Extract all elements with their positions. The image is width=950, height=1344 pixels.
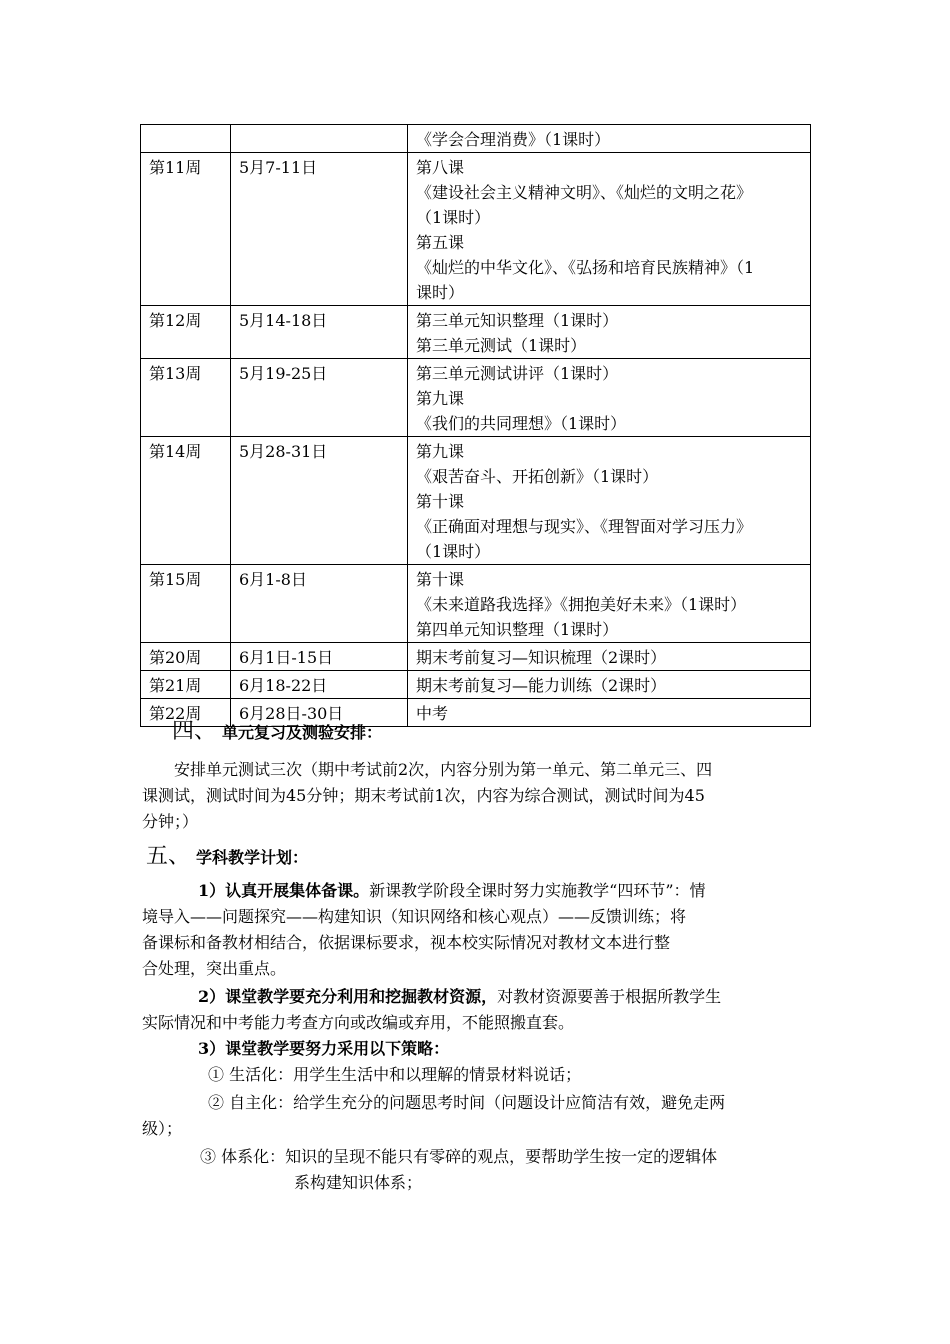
section-4-body	[142, 757, 812, 835]
week-cell: 第13周	[141, 359, 231, 437]
date-cell: 6月1-8日	[231, 565, 408, 643]
section-5-title: 学科教学计划：	[196, 848, 309, 867]
date-cell	[231, 125, 408, 153]
item-1-heading: 1）认真开展集体备课。	[198, 881, 370, 900]
content-cell	[408, 359, 811, 437]
strategy-1: ① 生活化：用学生生活中和以理解的情景材料说话；	[208, 1065, 582, 1084]
section-5-number: 五、	[146, 844, 191, 869]
week-cell: 第20周	[141, 643, 231, 671]
week-cell: 第12周	[141, 306, 231, 359]
schedule-row	[141, 125, 811, 153]
date-cell: 5月14-18日	[231, 306, 408, 359]
schedule-row	[141, 437, 811, 565]
content-cell	[408, 437, 811, 565]
week-cell	[141, 125, 231, 153]
content-cell	[408, 671, 811, 699]
content-cell	[408, 153, 811, 306]
content-line: 《学会合理消费》（1课时）	[416, 130, 611, 149]
content-line: 期末考前复习—能力训练（2课时）	[416, 676, 667, 695]
date-cell: 6月18-22日	[231, 671, 408, 699]
date-cell: 6月1日-15日	[231, 643, 408, 671]
strategy-2-line: ② 自主化：给学生充分的问题思考时间（问题设计应简洁有效，避免走两	[208, 1093, 726, 1112]
item-1-line: 境导入——问题探究——构建知识（知识网络和核心观点）——反馈训练；将	[142, 907, 687, 926]
date-cell: 6月28日-30日	[231, 699, 408, 727]
content-cell	[408, 643, 811, 671]
item-2-line	[142, 984, 812, 1010]
content-line: 中考	[416, 704, 449, 723]
schedule-row	[141, 643, 811, 671]
week-cell: 第15周	[141, 565, 231, 643]
week-cell: 第14周	[141, 437, 231, 565]
date-cell: 5月19-25日	[231, 359, 408, 437]
section-5-body	[142, 878, 812, 1196]
date-cell: 5月28-31日	[231, 437, 408, 565]
item-2-text: 对教材资源要善于根据所教学生	[497, 987, 722, 1006]
content-line: 第四单元知识整理（1课时）	[416, 620, 619, 639]
content-line: 课时）	[416, 283, 465, 302]
content-cell	[408, 125, 811, 153]
content-line: 《艰苦奋斗、开拓创新》（1课时）	[416, 467, 659, 486]
content-line: 第三单元测试讲评（1课时）	[416, 364, 619, 383]
item-1-text: 新课教学阶段全课时努力实施教学“四环节”：情	[369, 881, 706, 900]
week-cell: 第21周	[141, 671, 231, 699]
content-cell	[408, 699, 811, 727]
content-cell	[408, 306, 811, 359]
schedule-row	[141, 671, 811, 699]
content-line: （1课时）	[416, 208, 491, 227]
section-4-line: 分钟；）	[142, 812, 199, 831]
schedule-row	[141, 153, 811, 306]
teaching-schedule-table	[140, 124, 811, 727]
content-line: 《建设社会主义精神文明》、《灿烂的文明之花》	[416, 183, 753, 202]
content-line: 《我们的共同理想》（1课时）	[416, 414, 627, 433]
week-cell: 第11周	[141, 153, 231, 306]
strategy-3-line: 系构建知识体系；	[294, 1173, 423, 1192]
content-cell	[408, 565, 811, 643]
content-line: 《未来道路我选择》《拥抱美好未来》（1课时）	[416, 595, 747, 614]
strategy-2-line: 级）；	[142, 1119, 183, 1138]
section-4-heading	[172, 720, 382, 745]
item-3-heading: 3）课堂教学要努力采用以下策略：	[198, 1039, 450, 1058]
section-4-number: 四、	[172, 719, 217, 744]
section-4-line: 安排单元测试三次（期中考试前2次，内容分别为第一单元、第二单元三、四	[174, 760, 713, 779]
content-line: 第三单元测试（1课时）	[416, 336, 587, 355]
item-1-line: 合处理，突出重点。	[142, 959, 287, 978]
item-1-line	[142, 878, 812, 904]
content-line: 期末考前复习—知识梳理（2课时）	[416, 648, 667, 667]
section-4-title: 单元复习及测验安排：	[222, 723, 383, 742]
item-1-line: 备课标和备教材相结合，依据课标要求，视本校实际情况对教材文本进行整	[142, 933, 671, 952]
content-line: 《灿烂的中华文化》、《弘扬和培育民族精神》（1	[416, 258, 755, 277]
item-2-line: 实际情况和中考能力考查方向或改编或弃用，不能照搬直套。	[142, 1013, 575, 1032]
content-line: 第十课	[416, 570, 465, 589]
content-line: 第三单元知识整理（1课时）	[416, 311, 619, 330]
schedule-row	[141, 359, 811, 437]
week-cell: 第22周	[141, 699, 231, 727]
section-5-heading	[146, 845, 308, 870]
schedule-row	[141, 565, 811, 643]
section-4-line: 课测试，测试时间为45分钟；期末考试前1次，内容为综合测试，测试时间为45	[142, 786, 705, 805]
item-2-heading: 2）课堂教学要充分利用和挖掘教材资源，	[198, 987, 498, 1006]
content-line: 第九课	[416, 389, 465, 408]
content-line: 第五课	[416, 233, 465, 252]
strategy-3-line: ③ 体系化：知识的呈现不能只有零碎的观点，要帮助学生按一定的逻辑体	[200, 1147, 718, 1166]
content-line: 《正确面对理想与现实》、《理智面对学习压力》	[416, 517, 753, 536]
content-line: 第十课	[416, 492, 465, 511]
content-line: 第八课	[416, 158, 465, 177]
content-line: （1课时）	[416, 542, 491, 561]
content-line: 第九课	[416, 442, 465, 461]
schedule-row	[141, 306, 811, 359]
date-cell: 5月7-11日	[231, 153, 408, 306]
